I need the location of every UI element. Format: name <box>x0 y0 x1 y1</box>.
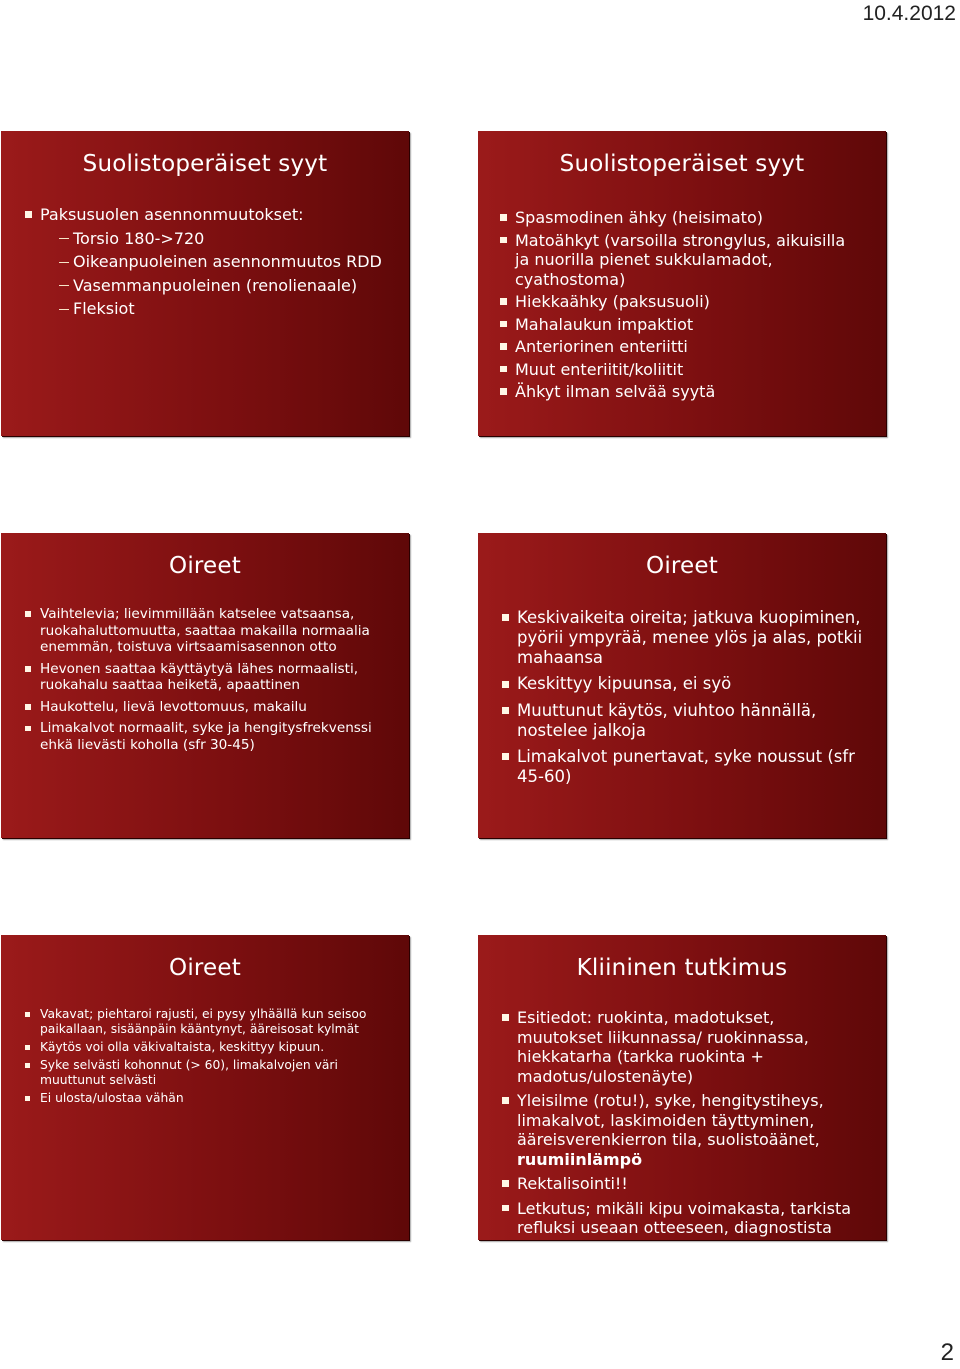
page-number: 2 <box>940 1339 954 1366</box>
slide-oireet-2 <box>478 533 886 838</box>
bullet-item: Limakalvot punertavat, syke noussut (sfr 45-60) <box>502 747 866 787</box>
slide-title: Suolistoperäiset syyt <box>82 151 328 177</box>
bullet-item: Syke selvästi kohonnut (> 60), limakalvojen väri muuttunut selvästi <box>25 1058 379 1088</box>
slide-body <box>25 606 389 759</box>
slide-title: Oireet <box>169 955 241 981</box>
slide-title: Suolistoperäiset syyt <box>559 151 805 177</box>
bullet-item: Keskivaikeita oireita; jatkuva kuopiminen, pyörii ympyrää, menee ylös ja alas, potkii mahaansa <box>502 608 866 668</box>
bullet-item: Muuttunut käytös, viuhtoo hännällä, nostelee jalkoja <box>502 701 866 741</box>
sub-item: Torsio 180->720 <box>40 229 401 249</box>
bullet-item: Mahalaukun impaktiot <box>500 315 858 335</box>
slide-suolistoperaiset-syyt-1 <box>1 131 409 436</box>
sub-item: Oikeanpuoleinen asennonmuutos RDD <box>40 252 401 272</box>
emphasis-text: ruumiinlämpö <box>517 1149 643 1169</box>
slide-body <box>502 608 866 793</box>
slide-oireet-1 <box>1 533 409 838</box>
slide-kliininen-tutkimus <box>478 935 886 1240</box>
slide-title: Kliininen tutkimus <box>576 955 788 981</box>
bullet-item: Letkutus; mikäli kipu voimakasta, tarkista refluksi useaan otteeseen, diagnostista <box>502 1199 856 1238</box>
bullet-item: Vaihtelevia; lievimmillään katselee vatsaansa, ruokahaluttomuutta, saattaa makailla normaalia enemmän, toistuva virtsaamisasennon otto <box>25 606 389 656</box>
bullet-item: Muut enteriitit/koliitit <box>500 360 858 380</box>
bullet-item: Ähkyt ilman selvää syytä <box>500 382 858 402</box>
slide-oireet-3 <box>1 935 409 1240</box>
header-date: 10.4.2012 <box>862 2 956 25</box>
bullet-item: Paksusuolen asennonmuutokset: Torsio 180->720 Oikeanpuoleinen asennonmuutos RDD Vasemmanpuoleinen (renolienaale) Fleksiot <box>25 205 401 319</box>
slide-body <box>25 1007 379 1109</box>
bullet-item: Esitiedot: ruokinta, madotukset, muutokset liikunnassa/ ruokinnassa, hiekkatarha (tarkka ruokinta + madotus/ulostenäyte) <box>502 1008 856 1086</box>
slide-title: Oireet <box>169 553 241 579</box>
slide-body <box>502 1008 856 1240</box>
bullet-item: Spasmodinen ähky (heisimato) <box>500 208 858 228</box>
bullet-item: Vakavat; piehtaroi rajusti, ei pysy ylhäällä kun seisoo paikallaan, sisäänpäin kääntynyt, ääreisosat kylmät <box>25 1007 379 1037</box>
sub-item: Fleksiot <box>40 299 401 319</box>
bullet-item: Ei ulosta/ulostaa vähän <box>25 1091 379 1106</box>
bullet-item: Haukottelu, lievä levottomuus, makailu <box>25 699 389 716</box>
slide-title: Oireet <box>646 553 718 579</box>
bullet-item: Yleisilme (rotu!), syke, hengitystiheys, limakalvot, laskimoiden täyttyminen, ääreisverenkierron tila, suolistoäänet, ruumiinlämpö <box>502 1091 856 1169</box>
bullet-item: Keskittyy kipuunsa, ei syö <box>502 674 866 694</box>
bullet-item: Hiekkaähky (paksusuoli) <box>500 292 858 312</box>
bullet-item: Hevonen saattaa käyttäytyä lähes normaalisti, ruokahalu saattaa heiketä, apaattinen <box>25 661 389 694</box>
slide-suolistoperaiset-syyt-2 <box>478 131 886 436</box>
bullet-item: Anteriorinen enteriitti <box>500 337 858 357</box>
sub-item: Vasemmanpuoleinen (renolienaale) <box>40 276 401 296</box>
slide-body <box>25 205 401 322</box>
bullet-item: Käytös voi olla väkivaltaista, keskittyy kipuun. <box>25 1040 379 1055</box>
slide-body <box>500 208 858 405</box>
bullet-item: Rektalisointi!! <box>502 1174 856 1194</box>
bullet-item: Matoähkyt (varsoilla strongylus, aikuisilla ja nuorilla pienet sukkulamadot, cyathostoma) <box>500 231 858 290</box>
bullet-item: Limakalvot normaalit, syke ja hengitysfrekvenssi ehkä lievästi koholla (sfr 30-45) <box>25 720 389 753</box>
